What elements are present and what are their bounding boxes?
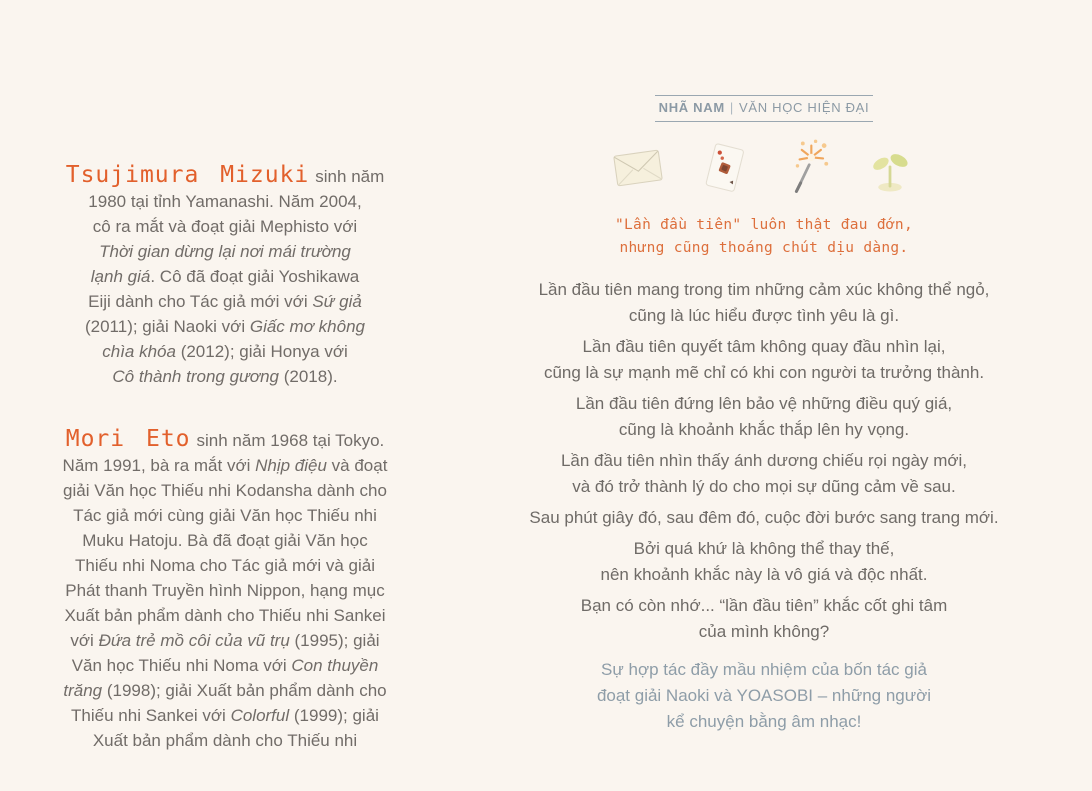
blurb-paragraph: Lần đầu tiên quyết tâm không quay đầu nhìn lại, cũng là sự mạnh mẽ chỉ có khi con người ta trưởng thành.	[543, 337, 985, 382]
blurb-paragraph: Sau phút giây đó, sau đêm đó, cuộc đời bước sang trang mới.	[529, 508, 999, 527]
bio-line: Tác giả mới cùng giải Văn học Thiếu nhi	[73, 506, 377, 525]
bio-line: Thời gian dừng lại nơi mái trường	[99, 242, 351, 261]
tagline-line: nhưng cũng thoáng chút dịu dàng.	[619, 240, 909, 256]
blurb-paragraph: Lần đầu tiên mang trong tim những cảm xúc không thể ngỏ, cũng là lúc hiểu được tình yêu là gì.	[538, 280, 990, 325]
blurb	[528, 277, 1000, 735]
blurb-paragraph: Bởi quá khứ là không thể thay thế, nên khoảnh khắc này là vô giá và độc nhất.	[600, 539, 928, 584]
bio-line: Tsujimura Mizuki sinh năm	[65, 162, 385, 188]
sparkler-icon	[774, 136, 838, 200]
collab-note: Sự hợp tác đầy mầu nhiệm của bốn tác giả đoạt giải Naoki và YOASOBI – những người kể chuyện bằng âm nhạc!	[596, 660, 932, 731]
bio-line: Cô thành trong gương (2018).	[112, 367, 338, 386]
playing-card-icon	[690, 136, 754, 200]
author-bio-mori-eto	[50, 427, 400, 753]
blurb-paragraph: Lần đầu tiên đứng lên bảo vệ những điều quý giá, cũng là khoảnh khắc thắp lên hy vọng.	[575, 394, 953, 439]
bio-line: Xuất bản phẩm dành cho Thiếu nhi	[92, 731, 358, 750]
bio-line: với Đứa trẻ mồ côi của vũ trụ (1995); giải	[70, 631, 380, 650]
bio-line: giải Văn học Thiếu nhi Kodansha dành cho	[63, 481, 387, 500]
tagline	[528, 214, 1000, 260]
blurb-paragraph: Bạn có còn nhớ... “lần đầu tiên” khắc cốt ghi tâm của mình không?	[580, 596, 948, 641]
series-label: VĂN HỌC HIỆN ĐẠI	[738, 100, 870, 115]
back-cover-column	[528, 95, 1000, 740]
author-name: Tsujimura Mizuki	[65, 162, 310, 188]
bio-line: Phát thanh Truyền hình Nippon, hạng mục	[65, 581, 385, 600]
bio-line: (2011); giải Naoki với Giấc mơ không	[84, 317, 366, 336]
bio-line: Thiếu nhi Noma cho Tác giả mới và giải	[75, 556, 375, 575]
publisher-brand: NHÃ NAM	[658, 100, 725, 115]
publisher-header	[655, 95, 874, 122]
tagline-line: "Lần đầu tiên" luôn thật đau đớn,	[615, 217, 913, 233]
sprout-icon	[858, 136, 922, 200]
bio-line: Văn học Thiếu nhi Noma với Con thuyền	[71, 656, 379, 675]
bio-line: cô ra mắt và đoạt giải Mephisto với	[92, 217, 358, 236]
bio-line: trăng (1998); giải Xuất bản phẩm dành cho	[63, 681, 387, 700]
authors-column	[50, 163, 400, 791]
bio-line: Muku Hatoju. Bà đã đoạt giải Văn học	[82, 531, 368, 550]
bio-line: Thiếu nhi Sankei với Colorful (1999); giải	[71, 706, 379, 725]
bio-line: Mori Eto sinh năm 1968 tại Tokyo.	[65, 426, 385, 452]
bio-line: lạnh giá. Cô đã đoạt giải Yoshikawa	[90, 267, 360, 286]
bio-line: Eiji dành cho Tác giả mới với Sứ giả	[88, 292, 362, 311]
envelope-icon	[606, 136, 670, 200]
bio-line: 1980 tại tỉnh Yamanashi. Năm 2004,	[88, 192, 362, 211]
bio-line: Năm 1991, bà ra mắt với Nhịp điệu và đoạt	[62, 456, 388, 475]
bio-line: chìa khóa (2012); giải Honya với	[102, 342, 348, 361]
blurb-paragraph: Lần đầu tiên nhìn thấy ánh dương chiếu rọi ngày mới, và đó trở thành lý do cho mọi sự dũng cảm về sau.	[560, 451, 968, 496]
author-bio-tsujimura-mizuki	[50, 163, 400, 389]
bio-line: Xuất bản phẩm dành cho Thiếu nhi Sankei	[64, 606, 386, 625]
publisher-separator: |	[729, 100, 734, 115]
icons-row	[528, 130, 1000, 206]
author-name: Mori Eto	[65, 426, 191, 452]
